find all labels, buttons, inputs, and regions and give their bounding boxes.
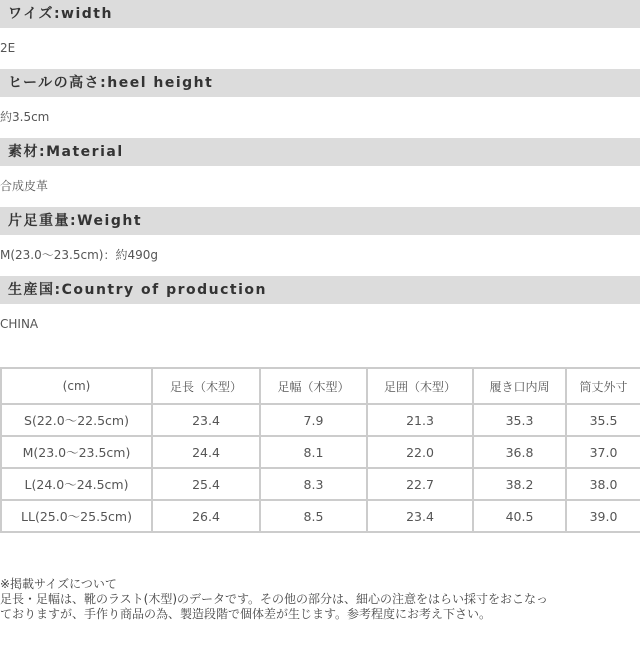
column-header: 足幅（木型） <box>260 368 367 404</box>
table-cell: 26.4 <box>152 500 260 532</box>
spec-weight <box>0 207 640 276</box>
spec-heading: ヒールの高さ:heel height <box>0 69 640 97</box>
spec-heel-height <box>0 69 640 138</box>
table-cell: 39.0 <box>566 500 640 532</box>
size-label-cell: LL(25.0〜25.5cm) <box>1 500 152 532</box>
size-label-cell: M(23.0〜23.5cm) <box>1 436 152 468</box>
spec-width <box>0 0 640 69</box>
table-cell: 38.2 <box>473 468 566 500</box>
column-header: 足長（木型） <box>152 368 260 404</box>
note-title: ※掲載サイズについて <box>0 577 117 591</box>
column-header: (cm) <box>1 368 152 404</box>
size-table <box>0 367 640 533</box>
table-row <box>1 404 640 436</box>
spec-heading: 片足重量:Weight <box>0 207 640 235</box>
table-cell: 8.3 <box>260 468 367 500</box>
table-cell: 21.3 <box>367 404 473 436</box>
size-label-cell: S(22.0〜22.5cm) <box>1 404 152 436</box>
table-cell: 24.4 <box>152 436 260 468</box>
note-text: ておりますが、手作り商品の為、製造段階で個体差が生じます。参考程度にお考え下さい。 <box>0 607 492 621</box>
spec-value: M(23.0〜23.5cm)：約490g <box>0 248 158 262</box>
spec-value: 合成皮革 <box>0 179 49 193</box>
table-cell: 36.8 <box>473 436 566 468</box>
spec-value: CHINA <box>0 317 39 331</box>
spec-heading: ワイズ:width <box>0 0 640 28</box>
table-cell: 7.9 <box>260 404 367 436</box>
table-cell: 37.0 <box>566 436 640 468</box>
table-cell: 8.1 <box>260 436 367 468</box>
table-cell: 8.5 <box>260 500 367 532</box>
column-header: 筒丈外寸 <box>566 368 640 404</box>
table-row <box>1 500 640 532</box>
spec-country <box>0 276 640 345</box>
spec-value: 約3.5cm <box>0 110 50 124</box>
table-cell: 25.4 <box>152 468 260 500</box>
table-cell: 22.7 <box>367 468 473 500</box>
table-header-row <box>1 368 640 404</box>
table-cell: 23.4 <box>152 404 260 436</box>
table-cell: 35.5 <box>566 404 640 436</box>
note-text: 足長・足幅は、靴のラスト(木型)のデータです。その他の部分は、細心の注意をはらい採寸をおこなっ <box>0 592 549 606</box>
spec-heading: 素材:Material <box>0 138 640 166</box>
size-note <box>0 577 640 622</box>
spec-value: 2E <box>0 41 16 55</box>
table-row <box>1 436 640 468</box>
column-header: 足囲（木型） <box>367 368 473 404</box>
table-cell: 38.0 <box>566 468 640 500</box>
table-cell: 22.0 <box>367 436 473 468</box>
spec-material <box>0 138 640 207</box>
table-cell: 35.3 <box>473 404 566 436</box>
table-row <box>1 468 640 500</box>
size-label-cell: L(24.0〜24.5cm) <box>1 468 152 500</box>
spec-heading: 生産国:Country of production <box>0 276 640 304</box>
table-cell: 23.4 <box>367 500 473 532</box>
table-cell: 40.5 <box>473 500 566 532</box>
column-header: 履き口内周 <box>473 368 566 404</box>
